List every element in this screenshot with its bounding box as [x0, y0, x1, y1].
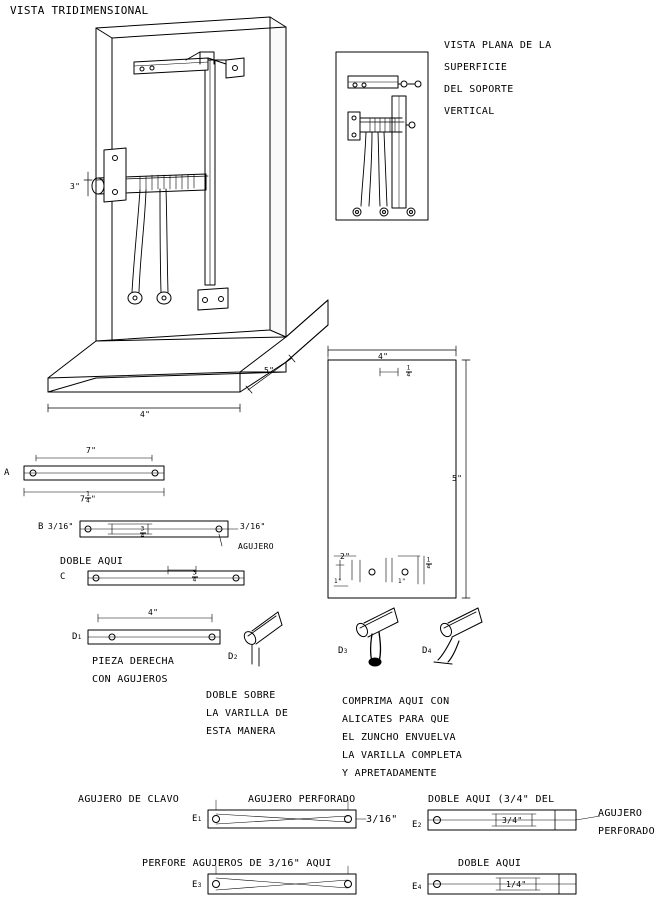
part-a-dim-num: 1 [86, 490, 91, 498]
part-a-dim-top: 7" [86, 446, 97, 455]
part-d1-caption-line2: CON AGUJEROS [92, 674, 168, 685]
dim-rod-height: 3" [70, 182, 81, 191]
part-d3-caption-line1: COMPRIMA AQUI CON [342, 696, 450, 707]
part-e1-size: 3/16" [366, 814, 398, 825]
part-d2-sub: 2 [233, 654, 238, 661]
panel-height-dim: 5" [452, 474, 463, 483]
part-d1-tag [72, 632, 82, 643]
part-a-dim-den: 4 [86, 497, 91, 505]
title-3d-view: VISTA TRIDIMENSIONAL [10, 4, 149, 17]
part-b-center-den: 4 [140, 532, 145, 540]
part-e4-sub: 4 [417, 884, 422, 891]
part-d3-caption-line3: EL ZUNCHO ENVUELVA [342, 732, 456, 743]
panel-bottom-left-dim: 2" [340, 552, 351, 561]
title-plan-view-line2: SUPERFICIE [444, 62, 508, 73]
part-d3-tag [338, 646, 348, 657]
part-b-right-label: AGUJERO [238, 542, 274, 551]
part-d2-caption-line2: LA VARILLA DE [206, 708, 289, 719]
part-e3-sub: 3 [197, 882, 202, 889]
part-a-dim-bottom: 7 $\frac{1}{4}$ " [80, 490, 97, 505]
part-e4-tag [412, 882, 422, 893]
part-e1-sub: 1 [197, 816, 202, 823]
part-b-tag: B [38, 522, 44, 532]
part-b-center-num: 3 [140, 525, 145, 532]
part-e2-heading: DOBLE AQUI (3/4" DEL [428, 794, 555, 805]
part-a-tag: A [4, 468, 10, 478]
panel-top-small-dim [390, 358, 412, 387]
part-d4-letter: D [422, 646, 428, 656]
part-c-dim [176, 563, 198, 592]
panel-bottom-right-dim [410, 550, 432, 579]
part-c-dim-num: 3 [192, 569, 197, 576]
panel-bottom-mark-left: 1" [334, 578, 342, 585]
part-e1-tag [192, 814, 202, 825]
part-d1-letter: D [72, 632, 78, 642]
part-d1-dim: 4" [148, 608, 159, 617]
part-b-left-size: 3/16" [48, 522, 74, 531]
panel-top-dim-den: 4 [406, 371, 411, 379]
part-d2-letter: D [228, 652, 234, 662]
part-e2-note-line1: AGUJERO [598, 808, 643, 819]
part-e2-dim: 3/4" [502, 816, 523, 825]
panel-top-dim-num: 1 [406, 364, 411, 371]
part-e3-letter: E [192, 880, 198, 890]
part-e4-heading: DOBLE AQUI [458, 858, 522, 869]
part-e1-letter: E [192, 814, 198, 824]
part-c-dim-den: 4 [192, 576, 197, 584]
part-e4-letter: E [412, 882, 418, 892]
part-e3-heading: PERFORE AGUJEROS DE 3/16" AQUI [142, 858, 332, 869]
dim-base-depth: 5" [264, 366, 275, 375]
part-e2-note-line2: PERFORADO [598, 826, 655, 837]
part-d1-sub: 1 [77, 634, 82, 641]
dim-base-width: 4" [140, 410, 151, 419]
part-d3-sub: 3 [343, 648, 348, 655]
part-b-center-dim [124, 519, 146, 548]
panel-width-dim: 4" [378, 352, 389, 361]
part-d3-caption-line4: LA VARILLA COMPLETA [342, 750, 463, 761]
part-e2-sub: 2 [417, 822, 422, 829]
part-d3-caption-line2: ALICATES PARA QUE [342, 714, 450, 725]
part-d1-caption-line1: PIEZA DERECHA [92, 656, 175, 667]
part-e2-tag [412, 820, 422, 831]
panel-bottom-den: 4 [426, 563, 431, 571]
panel-bottom-mark-right: 1" [398, 578, 406, 585]
part-a-dim-whole: 7 [80, 494, 86, 504]
part-e1-label-left: AGUJERO DE CLAVO [78, 794, 180, 805]
title-plan-view-line4: VERTICAL [444, 106, 495, 117]
part-e1-label-right: AGUJERO PERFORADO [248, 794, 356, 805]
part-c-heading: DOBLE AQUI [60, 556, 124, 567]
part-d3-caption-line5: Y APRETADAMENTE [342, 768, 437, 779]
part-e2-letter: E [412, 820, 418, 830]
part-c-tag: C [60, 572, 66, 582]
part-e3-tag [192, 880, 202, 891]
part-d4-tag [422, 646, 432, 657]
part-d2-caption-line3: ESTA MANERA [206, 726, 276, 737]
part-e4-dim: 1/4" [506, 880, 527, 889]
panel-bottom-num: 1 [426, 556, 431, 563]
part-d4-sub: 4 [427, 648, 432, 655]
title-plan-view: VISTA PLANA DE LA [444, 40, 552, 51]
part-d3-letter: D [338, 646, 344, 656]
part-d2-tag [228, 652, 238, 663]
title-plan-view-line3: DEL SOPORTE [444, 84, 514, 95]
part-d2-caption-line1: DOBLE SOBRE [206, 690, 276, 701]
part-b-right-size: 3/16" [240, 522, 266, 531]
